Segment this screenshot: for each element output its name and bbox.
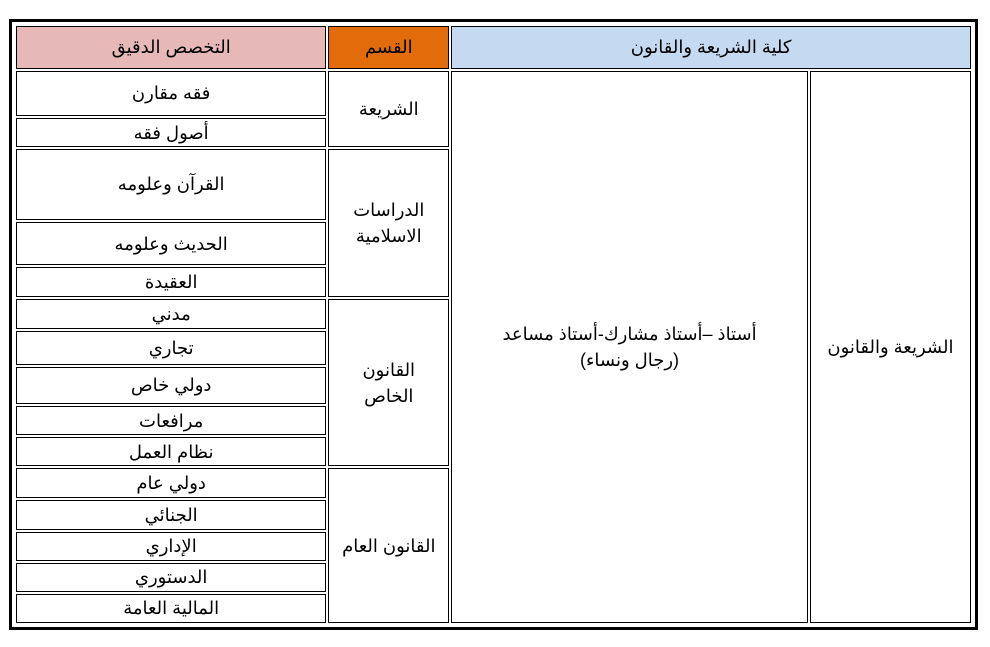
ranks-cell (451, 71, 808, 623)
specialization-cell: دولي خاص (16, 367, 326, 404)
specialization-cell: العقيدة (16, 267, 326, 297)
specialization-cell: الدستوري (16, 563, 326, 592)
department-cell-public-law (328, 468, 449, 623)
department-name: القانون العام (342, 535, 436, 556)
header-row (16, 26, 971, 69)
specialization-cell: مرافعات (16, 406, 326, 435)
header-department: القسم (328, 26, 449, 69)
specializations-table (14, 24, 973, 625)
table-row (16, 71, 971, 117)
specialization-cell: القرآن وعلومه (16, 149, 326, 220)
department-cell-islamic-studies (328, 149, 449, 297)
department-cell-sharia (328, 71, 449, 148)
ranks-line2: (رجال ونساء) (579, 349, 680, 370)
college-name-cell: الشريعة والقانون (810, 71, 971, 623)
specialization-cell: الإداري (16, 532, 326, 561)
department-name: الشريعة (358, 98, 419, 119)
specialization-cell: نظام العمل (16, 437, 326, 466)
specialization-cell: أصول فقه (16, 118, 326, 147)
specialization-cell: مدني (16, 299, 326, 328)
department-name-line: الدراسات (353, 200, 425, 221)
header-specialization: التخصص الدقيق (16, 26, 326, 69)
specialization-cell: الحديث وعلومه (16, 222, 326, 266)
department-name-line: القانون (362, 359, 416, 380)
specialization-cell: دولي عام (16, 468, 326, 498)
department-cell-private-law (328, 299, 449, 466)
specialization-cell: تجاري (16, 331, 326, 365)
specialization-cell: الجنائي (16, 500, 326, 529)
specialization-cell: المالية العامة (16, 594, 326, 623)
ranks-line1: أستاذ –أستاذ مشارك-أستاذ مساعد (502, 323, 757, 344)
department-name-line: الخاص (364, 385, 414, 406)
header-college: كلية الشريعة والقانون (451, 26, 971, 69)
department-name-line: الاسلامية (355, 226, 422, 247)
specialization-cell: فقه مقارن (16, 71, 326, 117)
